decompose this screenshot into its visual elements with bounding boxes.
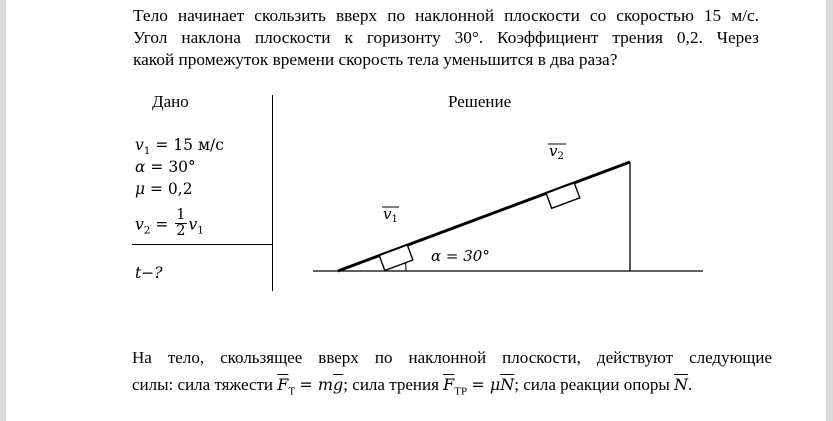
given-v1: $v_1 = 15$ м/с <box>135 136 224 158</box>
problem-line-3: какой промежуток времени скорость тела уменьшится в два раза? <box>133 50 618 69</box>
given-mu: μ = 0,2 <box>135 180 193 198</box>
fraction-numerator: 1 <box>176 207 186 223</box>
v2-label: v <box>549 142 558 160</box>
friction-intro: ; сила трения <box>343 375 439 394</box>
problem-line-2: Угол наклона плоскости к горизонту 30°. Коэффициент трения 0,2. Через <box>133 28 759 47</box>
unknown-label: t−? <box>135 264 163 282</box>
gravity-intro: силы: сила тяжести <box>132 375 274 394</box>
given-alpha-value: 30° <box>168 158 196 176</box>
given-header: Дано <box>152 92 189 111</box>
table-vertical-divider <box>272 95 273 291</box>
given-v1-value: 15 м/с <box>173 136 224 154</box>
problem-statement <box>133 5 759 71</box>
fraction-denominator: 2 <box>176 223 186 239</box>
friction-force-symbol: $\overline{F}$ <box>443 375 455 394</box>
v2-subscript: 2 <box>557 151 564 162</box>
fraction-one-half <box>175 208 186 239</box>
table-horizontal-divider <box>132 244 273 245</box>
given-v2: $v_2$ = $\frac{1}{2}$ $v_1$ <box>135 207 204 239</box>
v1-label: v <box>383 205 392 223</box>
v1-subscript: 1 <box>391 214 398 225</box>
block-upper <box>546 183 580 209</box>
unknown-t <box>135 264 163 282</box>
forces-line-2 <box>132 371 772 405</box>
angle-label: α = 30° <box>431 247 490 265</box>
gravity-eq: = m <box>299 375 334 394</box>
v1-arrow-label <box>383 205 398 225</box>
v2-arrow-label <box>549 142 564 162</box>
forces-paragraph <box>132 344 772 405</box>
forces-line-1: На тело, скользящее вверх по наклонной плоскости, действуют следующие <box>132 348 772 367</box>
normal-intro: ; сила реакции опоры <box>514 375 670 394</box>
page-edge-right <box>826 0 833 421</box>
incline-diagram <box>300 140 720 280</box>
page-edge-left <box>0 0 6 421</box>
solution-header: Решение <box>448 92 512 111</box>
gravity-g: $\overline{g}$ <box>333 375 344 394</box>
sentence-end: . <box>688 375 693 394</box>
block-lower <box>379 245 413 271</box>
given-mu-value: 0,2 <box>167 180 193 198</box>
gravity-force-symbol: $\overline{F}$ <box>277 375 289 394</box>
gravity-subscript: Т <box>288 385 296 398</box>
normal-force-symbol: $\overline{N}$ <box>674 375 688 394</box>
friction-eq: = μ <box>471 375 501 394</box>
given-alpha: α = 30° <box>135 158 196 176</box>
problem-line-1: Тело начинает скользить вверх по наклонной плоскости со скоростью 15 м/с. <box>133 6 759 25</box>
friction-N: $\overline{N}$ <box>500 375 515 394</box>
friction-subscript: ТР <box>454 385 468 398</box>
